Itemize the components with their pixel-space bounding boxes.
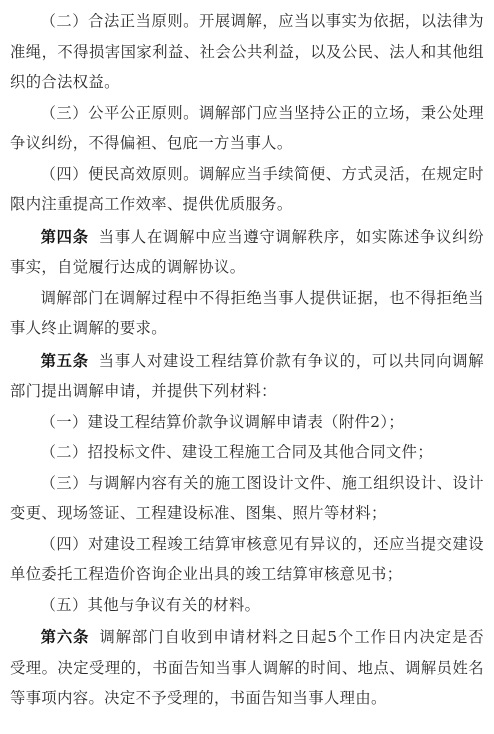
material-item-1	[10, 407, 484, 438]
article-5	[10, 346, 484, 407]
paragraph-principle-3	[10, 98, 484, 159]
paragraph-text: （四）对建设工程竣工结算审核意见有异议的，还应当提交建设单位委托工程造价咨询企业出具的竣工结算审核意见书；	[10, 534, 484, 583]
paragraph-text: 调解部门自收到申请材料之日起5个工作日内决定是否受理。决定受理的，书面告知当事人调解的时间、地点、调解员姓名等事项内容。决定不予受理的，书面告知当事人理由。	[10, 628, 484, 707]
material-item-3	[10, 468, 484, 529]
paragraph-principle-2	[10, 6, 484, 98]
paragraph-text: （二）招投标文件、建设工程施工合同及其他合同文件；	[40, 443, 434, 461]
paragraph-text: （二）合法正当原则。开展调解，应当以事实为依据，以法律为准绳，不得损害国家利益、社会公共利益，以及公民、法人和其他组织的合法权益。	[10, 12, 484, 91]
paragraph-text: 当事人在调解中应当遵守调解秩序，如实陈述争议纠纷事实，自觉履行达成的调解协议。	[10, 227, 484, 276]
paragraph-text: 调解部门在调解过程中不得拒绝当事人提供证据，也不得拒绝当事人终止调解的要求。	[10, 288, 484, 337]
article-heading: 第六条	[40, 628, 90, 646]
paragraph-text: 当事人对建设工程结算价款有争议的，可以共同向调解部门提出调解申请，并提供下列材料：	[10, 351, 484, 400]
article-4	[10, 222, 484, 283]
paragraph-text: （四）便民高效原则。调解应当手续简便、方式灵活，在规定时限内注重提高工作效率、提供优质服务。	[10, 164, 484, 213]
material-item-2	[10, 437, 484, 468]
article-heading: 第四条	[40, 227, 89, 246]
material-item-5	[10, 590, 484, 621]
paragraph-text: （一）建设工程结算价款争议调解申请表（附件2）；	[40, 412, 405, 431]
article-6	[10, 622, 484, 714]
paragraph-text: （三）与调解内容有关的施工图设计文件、施工组织设计、设计变更、现场签证、工程建设标准、图集、照片等材料；	[10, 473, 484, 522]
material-item-4	[10, 529, 484, 590]
paragraph-article-4-extra	[10, 283, 484, 344]
paragraph-text: （三）公平公正原则。调解部门应当坚持公正的立场，秉公处理争议纠纷，不得偏袒、包庇一方当事人。	[10, 103, 484, 152]
paragraph-principle-4	[10, 159, 484, 220]
article-heading: 第五条	[40, 351, 89, 370]
paragraph-text: （五）其他与争议有关的材料。	[40, 595, 261, 614]
